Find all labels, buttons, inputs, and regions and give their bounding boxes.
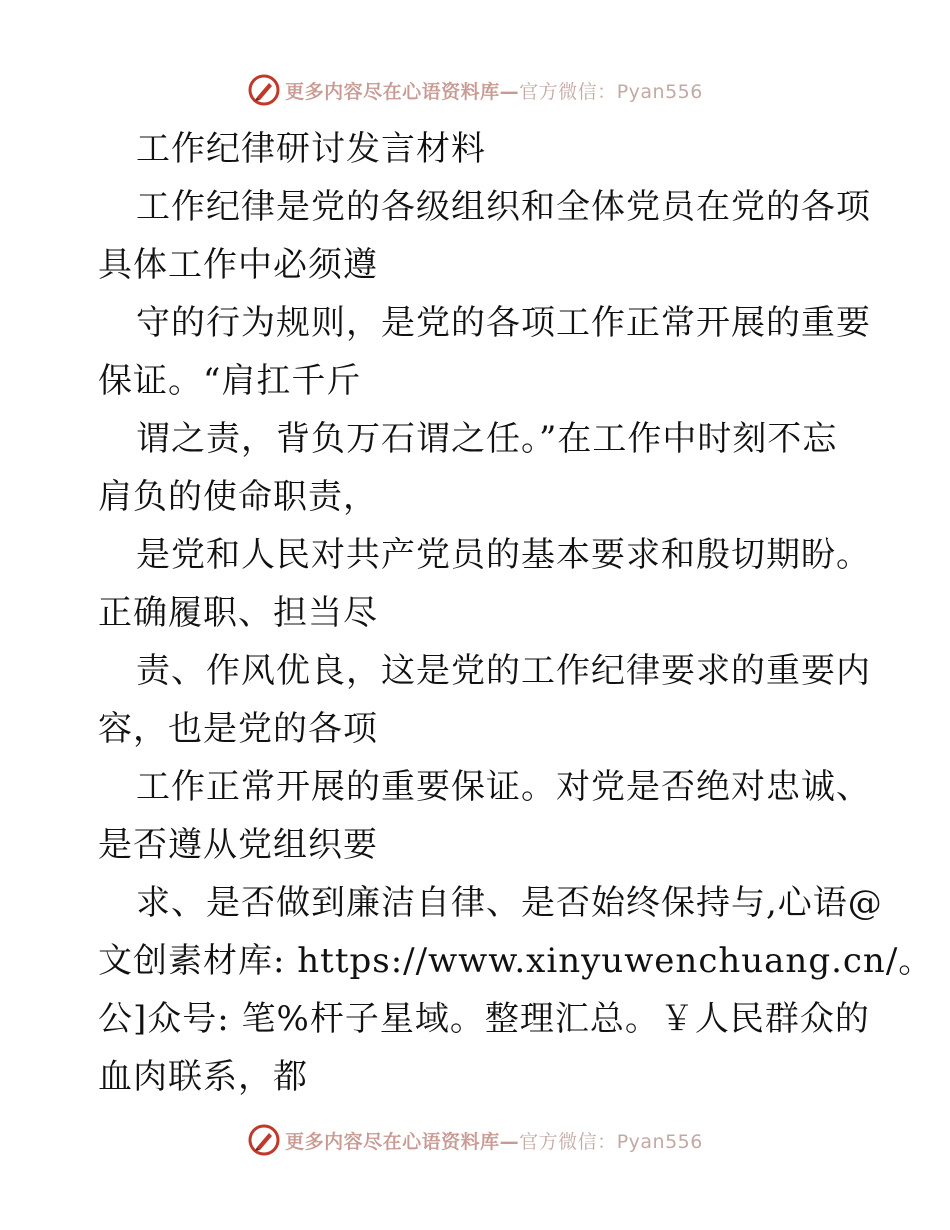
banner-wechat-label: 官方微信： [519,1130,617,1153]
paragraph-line: 求、是否做到廉洁自律、是否始终保持与,心语@ [136,883,883,923]
banner-main-text: 更多内容尽在心语资料库 [285,80,500,103]
pen-logo-icon [247,1123,281,1157]
paragraph-line: 守的行为规则，是党的各项工作正常开展的重要 [136,303,871,343]
banner-text [285,1127,703,1154]
paragraph-line: 具体工作中必须遵 [98,245,378,285]
document-title: 工作纪律研讨发言材料 [136,129,486,169]
header-banner [0,70,950,110]
paragraph-line: 保证。“肩扛千斤 [98,361,362,401]
paragraph-line: 血肉联系，都 [98,1057,308,1097]
paragraph-line: 文创素材库: https://www.xinyuwenchuang.cn/。 [98,941,934,981]
banner-wechat-label: 官方微信： [519,80,617,103]
paragraph-line: 谓之责，背负万石谓之任。”在工作中时刻不忘 [136,419,838,459]
footer-banner [0,1120,950,1160]
paragraph-line: 工作纪律是党的各级组织和全体党员在党的各项 [136,187,871,227]
banner-separator: — [499,80,520,103]
banner-text [285,77,703,104]
pen-logo-icon [247,73,281,107]
paragraph-line: 公]众号: 笔%杆子星域。整理汇总。￥人民群众的 [98,999,870,1039]
paragraph-line: 工作正常开展的重要保证。对党是否绝对忠诚、 [136,767,871,807]
paragraph-line: 是否遵从党组织要 [98,825,378,865]
banner-wechat-id: Pyan556 [616,80,703,103]
paragraph-line: 正确履职、担当尽 [98,593,378,633]
paragraph-line: 肩负的使命职责， [98,477,378,517]
document-body [98,120,934,1106]
paragraph-line: 是党和人民对共产党员的基本要求和殷切期盼。 [136,535,871,575]
paragraph-line: 容，也是党的各项 [98,709,378,749]
banner-main-text: 更多内容尽在心语资料库 [285,1130,500,1153]
paragraph-line: 责、作风优良，这是党的工作纪律要求的重要内 [136,651,871,691]
banner-separator: — [499,1130,520,1153]
banner-wechat-id: Pyan556 [616,1130,703,1153]
